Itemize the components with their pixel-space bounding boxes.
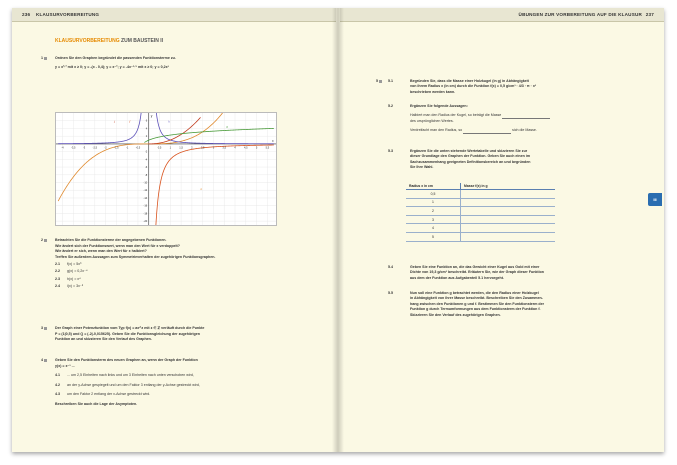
table-cell-radius: 0,5: [406, 190, 461, 199]
task-2: [41, 238, 310, 289]
task-5-1-line: Begründen Sie, dass die Masse einer Holzkugel (in g) in Abhängigkeit: [410, 79, 529, 83]
task-5-3: [388, 149, 625, 171]
curve-label-k: k: [200, 187, 202, 192]
book-gutter: [332, 8, 344, 452]
table-header-mass: Masse f(x) in g: [461, 183, 556, 190]
table-row: [406, 232, 555, 241]
table-row: [406, 215, 555, 224]
table-cell-mass[interactable]: [461, 198, 556, 207]
task-1-line1: Ordnen Sie den Graphen begründet die passenden Funktionsterme zu.: [55, 56, 176, 60]
right-header: [340, 8, 664, 22]
task-2-1: 2.1 f(x) = 5x³: [55, 262, 82, 267]
fill-line[interactable]: [463, 129, 511, 134]
task-4-closing: Beschreiben Sie auch die Lage der Asymptoten.: [55, 401, 138, 406]
y-tick-label: -14: [143, 196, 148, 200]
task-2-number: 2: [41, 238, 47, 244]
x-axis-label: x: [272, 138, 274, 143]
task-5-5-line: in Abhängigkeit von ihrer Masse beschreibt. Beschreiben Sie den Zusammen-: [410, 296, 543, 301]
y-tick-label: -2: [144, 150, 148, 154]
task-5-3-line: Ergänzen Sie die unten stehende Wertetabelle und skizzieren Sie zur: [410, 149, 528, 153]
x-tick-label: -0,5: [135, 146, 141, 150]
table-cell-mass[interactable]: [461, 207, 556, 216]
table-cell-radius: 5: [406, 232, 461, 241]
graph-svg: [56, 113, 276, 225]
x-tick-label: 4: [234, 146, 236, 150]
task-5-1-line: von ihrem Radius x (in cm) durch die Funktion f(x) = 0,5 g/cm³ · 4/3 · π · x³: [410, 84, 537, 89]
chapter-side-tab[interactable]: III: [648, 193, 662, 206]
x-tick-label: -3,5: [71, 146, 76, 150]
task-5-5-line: Nun soll eine Funktion g betrachtet werden, die den Radius einer Holzkugel: [410, 291, 539, 295]
task-5-3-line: Sie Ihre Wahl.: [410, 165, 434, 170]
task-5-2-intro: Ergänzen Sie folgende Aussagen:: [410, 104, 468, 108]
x-tick-label: 1: [169, 146, 172, 150]
x-tick-label: 5,5: [265, 146, 270, 150]
table-cell-mass[interactable]: [461, 224, 556, 233]
task-4: [41, 358, 310, 408]
task-4-2: 4.2 an der y-Achse gespiegelt und um den Faktor 3 entlang der y-Achse gestreckt wird,: [55, 382, 200, 387]
task-4-1: 4.1 ... um 2,5 Einheiten nach links und um 3 Einheiten nach unten verschoben wird,: [55, 373, 194, 378]
table-row: [406, 207, 555, 216]
function-graph: [55, 112, 277, 226]
task-2-line: Wie ändert er sich, wenn man den Wert für x halbiert?: [55, 249, 147, 254]
task-5-1-number: 5.1: [388, 79, 393, 83]
task-5-2-l1b: des ursprünglichen Wertes.: [410, 118, 454, 123]
task-2-line: Treffen Sie außerdem Aussagen zum Symmetrieverhalten der zugehörigen Funktionsgraphen.: [55, 254, 216, 259]
value-table: [406, 183, 555, 242]
y-tick-label: -6: [144, 166, 148, 170]
task-5-2-number: 5.2: [388, 104, 393, 108]
task-2-2: 2.2 g(x) = 0,2x⁻⁴: [55, 269, 88, 274]
y-tick-label: -16: [143, 204, 148, 208]
table-cell-radius: 1: [406, 198, 461, 207]
task-5-5-line: hang zwischen den Funktionen g und f. Bestimmen Sie den Funktionsterm der: [410, 301, 544, 306]
task-5-1: [376, 79, 625, 95]
section-title: [55, 38, 163, 44]
task-4-line: Geben Sie den Funktionsterm des neuen Graphen an, wenn der Graph der Funktion: [55, 358, 198, 362]
x-tick-label: -1: [126, 146, 129, 150]
y-axis-label: y: [150, 114, 153, 118]
x-tick-label: 1,5: [179, 146, 183, 150]
task-3-line: Funktion an und skizzieren Sie den Verlauf des Graphen.: [55, 337, 152, 342]
table-cell-radius: 3: [406, 215, 461, 224]
right-page-number: 237: [645, 12, 654, 17]
x-tick-label: -3: [82, 146, 86, 150]
task-5-3-line: dieser Grundlage den Graphen der Funktion. Geben Sie auch einen im: [410, 154, 531, 159]
curve-label-f: f: [129, 119, 131, 124]
task-5-4-number: 5.4: [388, 265, 393, 269]
fill-line[interactable]: [502, 114, 550, 119]
task-5-4: [388, 265, 625, 281]
task-5-2-l2b: sich die Masse.: [512, 128, 537, 133]
x-tick-label: 3,5: [222, 146, 227, 150]
task-1: [41, 56, 310, 70]
table-row: [406, 190, 555, 199]
task-1-number: 1: [41, 56, 47, 62]
table-row: [406, 198, 555, 207]
task-3-line: P = (1|0,5) und Q = (-2|-0,015625). Geben Sie die Funktionsgleichung der zugehörigen: [55, 331, 200, 336]
task-4-3: 4.3 um den Faktor 2 entlang der x-Achse gestreckt wird.: [55, 392, 151, 397]
table-cell-mass[interactable]: [461, 190, 556, 199]
x-tick-label: 3: [212, 146, 215, 150]
x-tick-label: -4: [61, 146, 64, 150]
right-header-title: ÜBUNGEN ZUR VORBEREITUNG AUF DIE KLAUSUR: [518, 12, 642, 17]
task-3-number: 3: [41, 326, 47, 332]
task-3-line: Der Graph einer Potenzfunktion vom Typ f(x) = ax^z mit z ∈ ℤ verläuft durch die Punkte: [55, 326, 205, 330]
y-tick-label: 4: [145, 127, 148, 131]
left-header: [12, 8, 336, 22]
curve-label-j: j: [114, 119, 116, 124]
curve-j: [149, 117, 201, 144]
y-tick-label: 2: [145, 135, 148, 139]
section-title-main: KLAUSURVORBEREITUNG: [55, 38, 120, 44]
task-5-3-line: Sachzusammenhang geeigneten Definitionsbereich an und begründen: [410, 159, 531, 164]
left-header-title: KLAUSURVORBEREITUNG: [36, 12, 100, 17]
task-3: [41, 326, 310, 343]
x-tick-label: -1,5: [114, 146, 119, 150]
x-tick-label: 4,5: [243, 146, 248, 150]
task-5-5-number: 5.5: [388, 291, 393, 295]
x-tick-label: -2: [104, 146, 107, 150]
y-tick-label: -18: [143, 212, 148, 216]
task-1-line2: y = x²·² mit x ≥ 0; y = -(x - 0,4); y = x⁻²; y = -4x⁻¹·⁵ mit x ≥ 0; y = 0,2x³: [55, 64, 169, 69]
y-tick-label: -4: [144, 158, 148, 162]
y-tick-label: -10: [143, 181, 148, 185]
task-2-4: 2.4 i(x) = 3x⁻⁵: [55, 283, 84, 288]
left-page-number: 236: [22, 12, 31, 17]
y-tick-label: -12: [143, 189, 148, 193]
task-2-line: Betrachten Sie die Funktionsterme der angegebenen Funktionen.: [55, 238, 167, 242]
task-5-4-line: Dichte von 19,3 g/cm³ beschreibt. Erläutern Sie, wie der Graph dieser Funktion: [410, 270, 545, 275]
table-cell-radius: 2: [406, 207, 461, 216]
table-cell-mass[interactable]: [461, 232, 556, 241]
task-5-4-line: aus dem der Funktion aus Aufgabenteil 5.1 hervorgeht.: [410, 275, 504, 280]
y-tick-label: -20: [143, 220, 148, 224]
curve-label-g: g: [226, 124, 228, 129]
x-tick-label: 2: [191, 146, 193, 150]
x-tick-label: 5: [255, 146, 258, 150]
x-tick-label: -2,5: [92, 146, 98, 150]
task-2-3: 2.3 h(x) = x⁴: [55, 276, 81, 281]
x-tick-label: 2,5: [200, 146, 205, 150]
table-cell-mass[interactable]: [461, 215, 556, 224]
task-4-line: y(x) = x⁻³ ...: [55, 363, 75, 368]
task-2-line: Wie ändert sich der Funktionswert, wenn man den Wert für x verdoppelt?: [55, 243, 180, 248]
table-cell-radius: 4: [406, 224, 461, 233]
x-tick-label: 0,5: [157, 146, 162, 150]
task-5-3-number: 5.3: [388, 149, 393, 153]
table-header-radius: Radius x in cm: [406, 183, 461, 190]
task-5-2-l1a: Halbiert man den Radius der Kugel, so beträgt die Masse: [410, 113, 502, 118]
task-5-5: [388, 291, 625, 318]
task-5-2: [388, 104, 625, 134]
task-5-5-line: Funktion g durch Termumformungen aus dem Funktionsterm der Funktion f.: [410, 307, 541, 312]
table-row: [406, 224, 555, 233]
y-tick-label: 6: [145, 119, 148, 123]
task-5-5-line: Skizzieren Sie den Verlauf des zugehörigen Graphen.: [410, 312, 501, 317]
task-4-number: 4: [41, 358, 47, 364]
task-5-1-line: beschrieben werden kann.: [410, 89, 456, 94]
section-title-sub: ZUM BAUSTEIN II: [121, 38, 163, 44]
task-5-2-l2a: Verdreifacht man den Radius, so: [410, 128, 463, 133]
task-5-4-line: Geben Sie eine Funktion an, die das Gewicht einer Kugel aus Gold mit einer: [410, 265, 540, 269]
curve-label-h: h: [168, 119, 170, 124]
task-5-tag: 5: [376, 79, 382, 84]
y-tick-label: -8: [144, 173, 148, 177]
